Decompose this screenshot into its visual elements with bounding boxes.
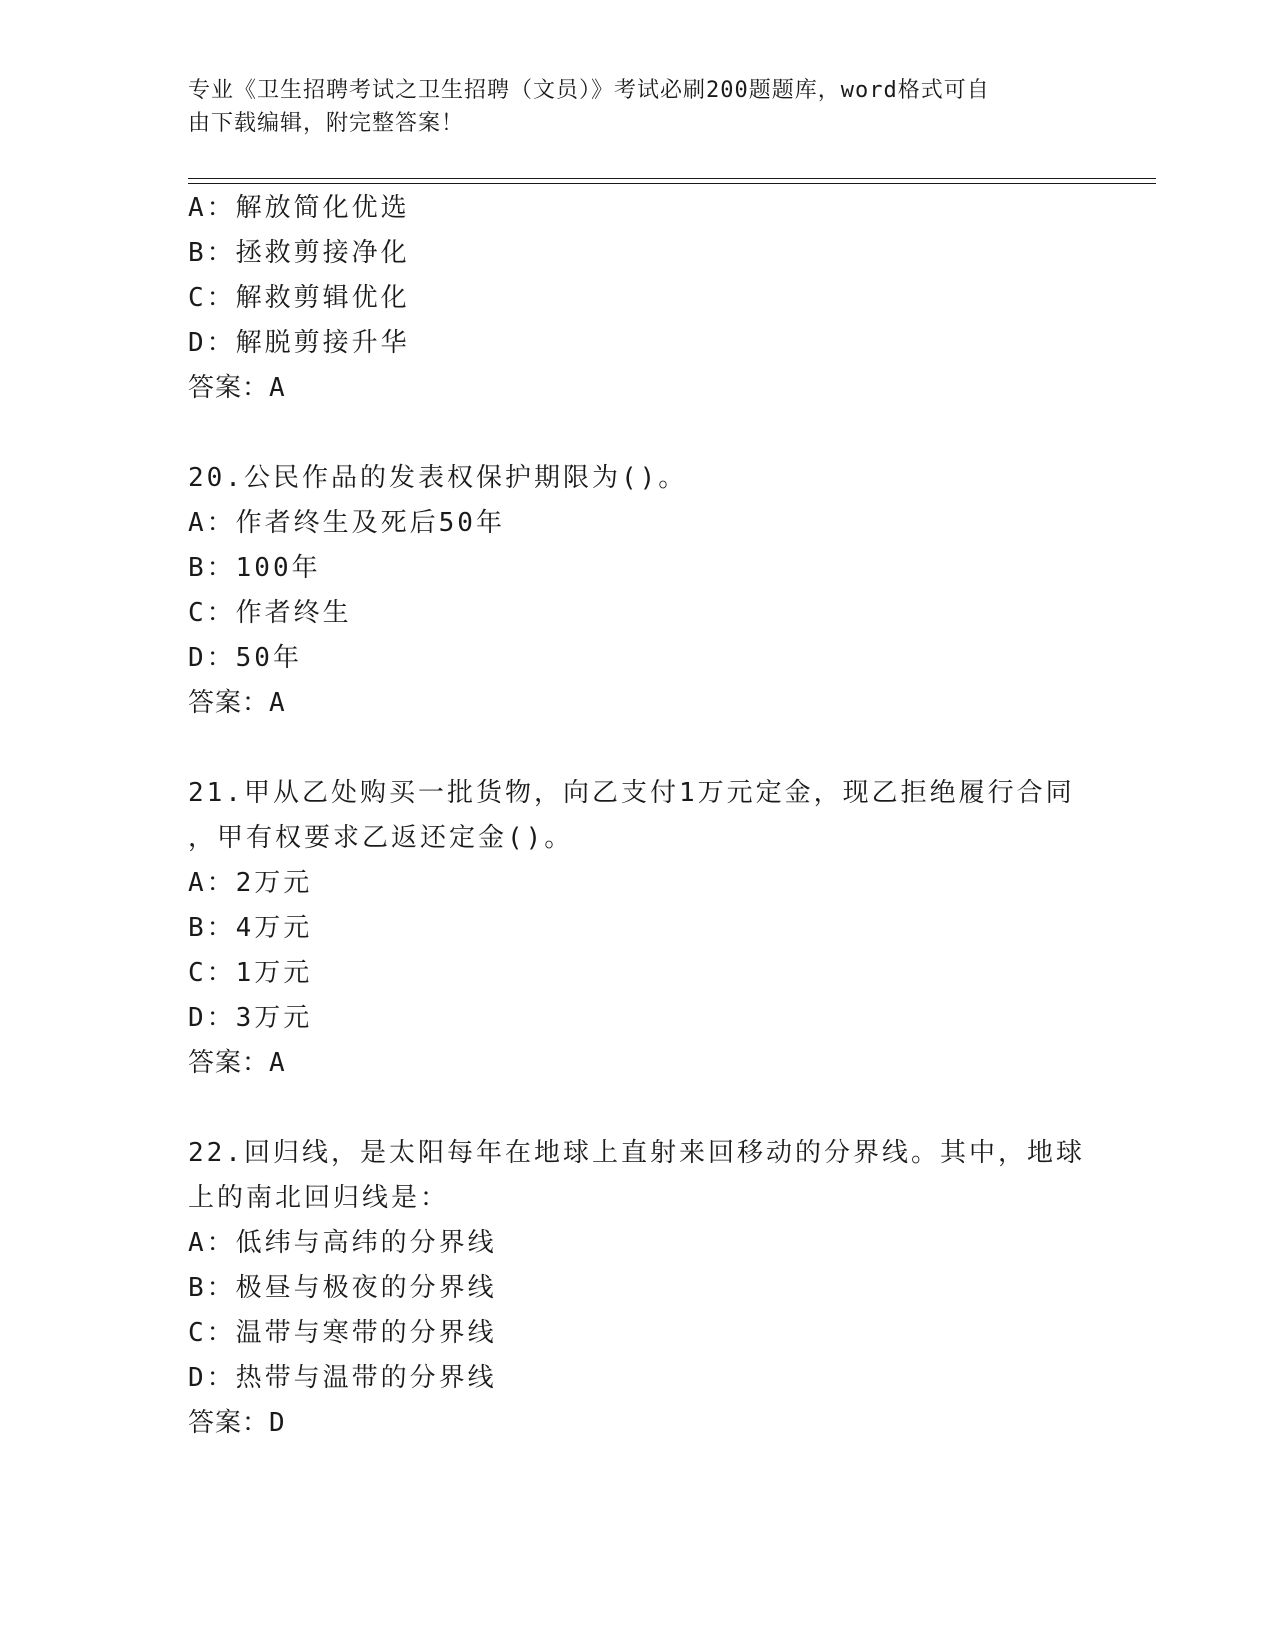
header-divider-bottom: [188, 183, 1156, 184]
option-c: C：解救剪辑优化: [188, 283, 410, 313]
header-line-2: 由下载编辑，附完整答案！: [188, 111, 465, 136]
document-header: [188, 74, 1068, 140]
option-b: B：100年: [188, 553, 321, 583]
option-d: D：3万元: [188, 1003, 313, 1033]
option-a: A：解放简化优选: [188, 193, 410, 223]
header-line-1: 专业《卫生招聘考试之卫生招聘（文员）》考试必刷200题题库，word格式可自: [188, 78, 990, 103]
option-a: A：作者终生及死后50年: [188, 508, 505, 538]
question-stem: 22.回归线，是太阳每年在地球上直射来回移动的分界线。其中，地球: [188, 1138, 1085, 1168]
question-stem-continued: 上的南北回归线是：: [188, 1183, 450, 1213]
answer-line: 答案：A: [188, 1048, 286, 1078]
answer-line: 答案：A: [188, 373, 286, 403]
question-stem-continued: ，甲有权要求乙返还定金()。: [188, 823, 574, 853]
option-c: C：温带与寒带的分界线: [188, 1318, 497, 1348]
option-a: A：2万元: [188, 868, 313, 898]
question-stem: 21.甲从乙处购买一批货物，向乙支付1万元定金，现乙拒绝履行合同: [188, 778, 1075, 808]
option-d: D：50年: [188, 643, 302, 673]
option-d: D：热带与温带的分界线: [188, 1363, 497, 1393]
answer-line: 答案：A: [188, 688, 286, 718]
option-c: C：作者终生: [188, 598, 352, 628]
option-b: B：极昼与极夜的分界线: [188, 1273, 497, 1303]
option-b: B：4万元: [188, 913, 313, 943]
option-a: A：低纬与高纬的分界线: [188, 1228, 497, 1258]
option-c: C：1万元: [188, 958, 313, 988]
question-stem: 20.公民作品的发表权保护期限为()。: [188, 463, 688, 493]
option-d: D：解脱剪接升华: [188, 328, 410, 358]
header-divider-top: [188, 178, 1156, 179]
answer-line: 答案：D: [188, 1408, 286, 1438]
option-b: B：拯救剪接净化: [188, 238, 410, 268]
